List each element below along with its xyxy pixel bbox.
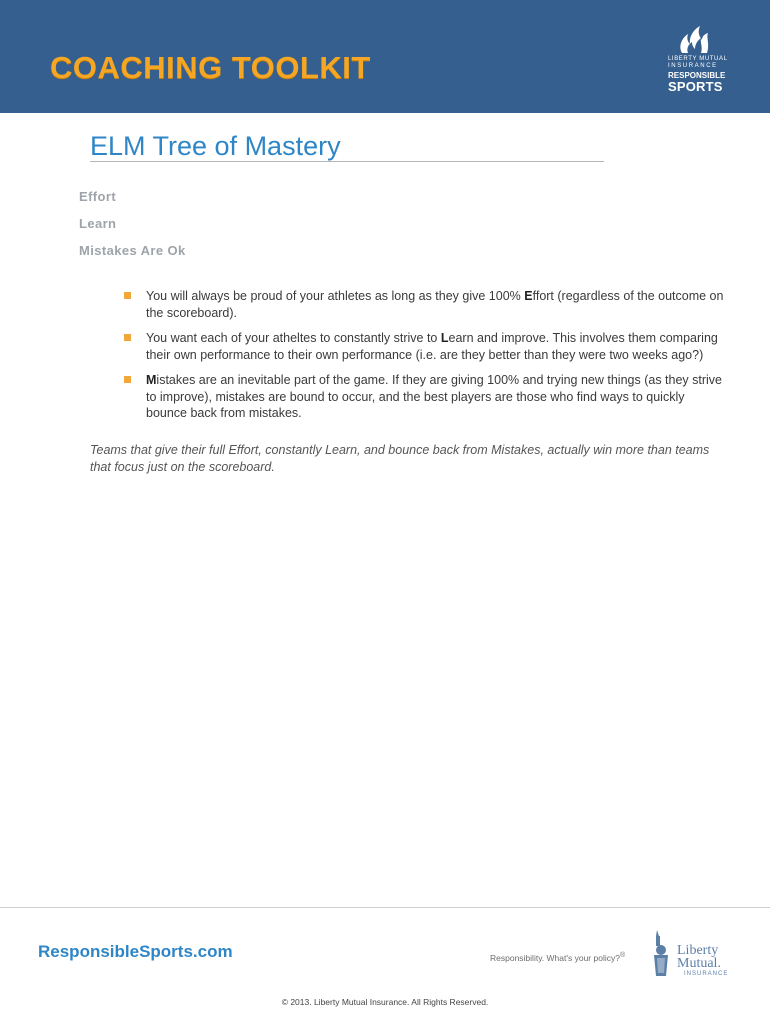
bullet-text-post: ffort (regardless of the outcome on the scoreboard). (146, 289, 724, 320)
word-learn: Learn (79, 216, 117, 231)
logo-line-2: INSURANCE (668, 63, 718, 69)
page-title: ELM Tree of Mastery (90, 131, 341, 161)
footer-website-link[interactable]: ResponsibleSports.com (38, 942, 233, 961)
closing-statement: Teams that give their full Effort, constantly Learn, and bounce back from Mistakes, actually win more than teams that focus just on the scoreboard. (90, 443, 710, 474)
bullet-text-post: earn and improve. This involves them comparing their own performance to their own performance (i.e. are they better than they were two weeks ago?) (146, 331, 718, 362)
responsible-sports-logo (668, 24, 734, 102)
toolkit-title: COACHING TOOLKIT (50, 50, 371, 85)
title-divider (90, 161, 604, 162)
bullet-bold-letter: L (440, 331, 449, 345)
logo-word-mutual: Mutual. (677, 956, 721, 971)
bullet-bold-letter: M (146, 373, 157, 387)
logo-line-4: SPORTS (668, 79, 723, 94)
statue-of-liberty-icon (644, 928, 674, 978)
word-effort: Effort (79, 189, 117, 204)
flame-icon (676, 24, 714, 54)
footer-tagline-text: Responsibility. What's your policy? (490, 952, 620, 963)
list-item (124, 288, 724, 321)
logo-line-3: RESPONSIBLE (668, 71, 726, 80)
footer-tagline (490, 951, 625, 963)
logo-line-1: LIBERTY MUTUAL (668, 56, 728, 62)
footer-divider (0, 907, 770, 908)
logo-word-liberty: Liberty (677, 943, 719, 958)
bullet-text-post: istakes are an inevitable part of the game. If they are giving 100% and trying new things (as they strive to improve), mistakes are bound to occur, and the best players are those who find ways to quickly bounce back from mistakes. (146, 373, 723, 420)
bullet-text-pre: You will always be proud of your athletes as long as they give 100% (146, 289, 525, 303)
header-banner (0, 0, 770, 113)
bullet-square-icon (124, 292, 131, 299)
copyright-notice: © 2013. Liberty Mutual Insurance. All Rights Reserved. (281, 997, 489, 1007)
bullet-text-pre: You want each of your atheltes to constantly strive to (146, 331, 441, 345)
word-mistakes: Mistakes Are Ok (79, 243, 186, 258)
footer-tagline-mark: ® (619, 951, 626, 959)
bullet-list (124, 288, 724, 431)
list-item (124, 372, 724, 422)
bullet-bold-letter: E (524, 289, 533, 303)
list-item (124, 330, 724, 363)
bullet-square-icon (124, 376, 131, 383)
bullet-square-icon (124, 334, 131, 341)
liberty-mutual-logo (640, 925, 740, 981)
logo-word-insurance: INSURANCE (684, 971, 729, 977)
